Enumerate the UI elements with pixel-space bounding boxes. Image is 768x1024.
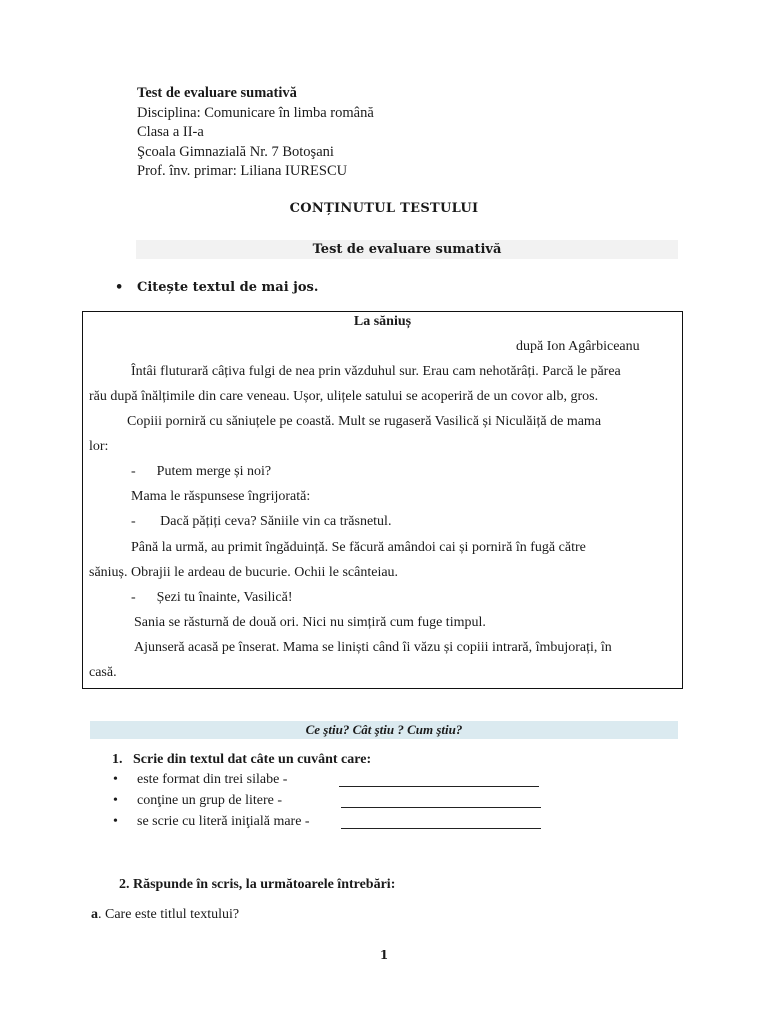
bullet-icon: •	[113, 814, 118, 829]
discipline-line: Disciplina: Comunicare în limba română	[137, 105, 374, 121]
instruction-text: Citește textul de mai jos.	[137, 280, 319, 295]
story-line: Sania se răsturnă de două ori. Nici nu simțiră cum fuge timpul.	[134, 615, 486, 630]
story-line: Până la urmă, au primit îngăduință. Se făcură amândoi cai și porniră în fugă către	[131, 540, 586, 555]
story-author: după Ion Agârbiceanu	[516, 339, 640, 354]
story-line: - Putem merge și noi?	[131, 464, 272, 479]
story-line: - Șezi tu înainte, Vasilică!	[131, 590, 293, 605]
story-line: - Dacă pățiți ceva? Săniile vin ca trăsnetul.	[131, 514, 392, 529]
item-text: se scrie cu literă iniţială mare -	[137, 814, 310, 829]
read-instruction	[115, 280, 318, 295]
item-text: conţine un grup de litere -	[137, 793, 283, 808]
question-1-item	[113, 813, 310, 831]
question-2a-text: . Care este titlul textului?	[98, 907, 240, 922]
bullet-icon: •	[115, 280, 124, 295]
questions-band: Ce ştiu? Cât ştiu ? Cum ştiu?	[90, 721, 678, 739]
doc-heading: Test de evaluare sumativă	[137, 85, 297, 101]
story-line: casă.	[89, 665, 117, 680]
story-line: Copiii porniră cu săniuțele pe coastă. Mult se rugaseră Vasilică și Niculăiță de mama	[127, 414, 602, 429]
test-title-band: Test de evaluare sumativă	[136, 240, 678, 259]
answer-blank[interactable]	[341, 815, 541, 829]
question-1-item	[113, 771, 287, 789]
question-1-item	[113, 792, 282, 810]
question-2a-label: a	[91, 907, 98, 922]
story-line: lor:	[89, 439, 109, 454]
story-line: săniuș. Obrajii le ardeau de bucurie. Ochii le scânteiau.	[89, 565, 399, 580]
story-line: Întâi fluturară câțiva fulgi de nea prin văzduhul sur. Erau cam nehotărâți. Parcă le părea	[131, 364, 621, 379]
bullet-icon: •	[113, 772, 118, 787]
section-title: CONȚINUTUL TESTULUI	[289, 201, 479, 216]
class-line: Clasa a II-a	[137, 124, 204, 140]
question-1-title: 1. Scrie din textul dat câte un cuvânt care:	[112, 752, 372, 767]
answer-blank[interactable]	[341, 794, 541, 808]
story-title: La săniuș	[353, 314, 412, 329]
story-line: Ajunseră acasă pe înserat. Mama se liniști când îi văzu și copiii intrară, îmbujorați, în	[134, 640, 612, 655]
page-number: 1	[379, 948, 389, 962]
answer-blank[interactable]	[339, 773, 539, 787]
story-line: rău după înălțimile din care veneau. Ușor, ulițele satului se acoperiră de un covor alb, gros.	[89, 389, 599, 404]
school-line: Şcoala Gimnazială Nr. 7 Botoşani	[137, 144, 334, 160]
bullet-icon: •	[113, 793, 118, 808]
story-line: Mama le răspunsese îngrijorată:	[131, 489, 311, 504]
teacher-line: Prof. înv. primar: Liliana IURESCU	[137, 163, 348, 179]
item-text: este format din trei silabe -	[137, 772, 288, 787]
question-2a	[91, 906, 239, 924]
question-2-title: 2. Răspunde în scris, la următoarele întrebări:	[119, 877, 396, 892]
